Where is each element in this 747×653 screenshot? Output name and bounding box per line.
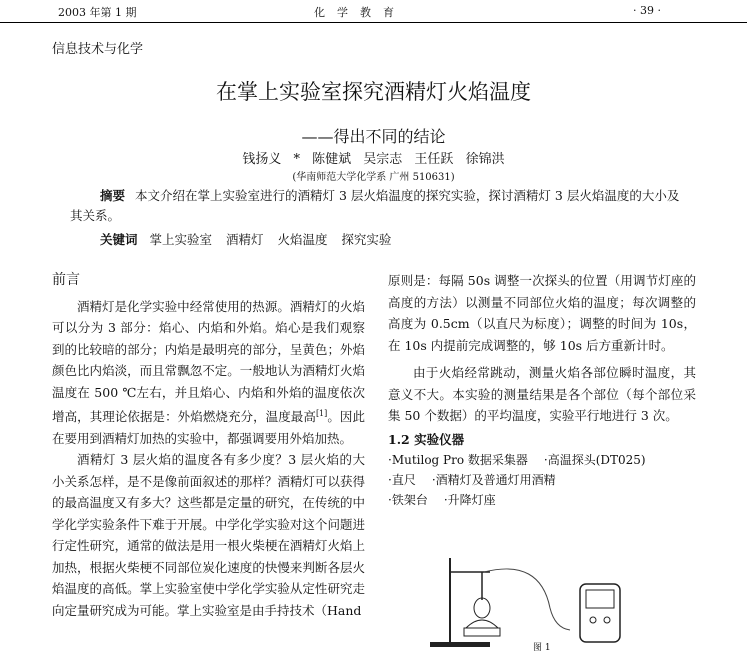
subsection-heading: 1.2 实验仪器 bbox=[388, 431, 465, 447]
equipment-item: ·铁架台 bbox=[388, 493, 428, 507]
page-number: · 39 · bbox=[633, 4, 661, 17]
intro-p1-text: 酒精灯是化学实验中经常使用的热源。酒精灯的火焰可以分为 3 部分：焰心、内焰和外焰。焰心是我们观察到的比较暗的部分；内焰是最明亮的部分，呈黄色；外焰颜色比内焰淡，而且常飘忽不定。一般地认为酒精灯火焰温度在 500 ℃左右，并且焰心、内焰和外焰的温度依次增高，其理论依据是：外焰燃烧充分，温度最高 bbox=[52, 298, 365, 425]
intro-paragraph-1 bbox=[52, 296, 365, 450]
probe-cable bbox=[484, 569, 570, 630]
affiliation: (华南师范大学化学系 广州 510631) bbox=[292, 172, 455, 183]
logger-screen bbox=[586, 590, 614, 608]
abstract-label: 摘要 bbox=[100, 188, 126, 203]
equipment-item: ·酒精灯及普通灯用酒精 bbox=[431, 473, 556, 487]
equipment-row bbox=[388, 470, 696, 490]
apparatus-figure bbox=[420, 548, 660, 652]
keywords bbox=[100, 230, 391, 248]
equipment-item: ·直尺 bbox=[388, 473, 416, 487]
stand-base bbox=[430, 642, 490, 647]
paper-subtitle: ——得出不同的结论 bbox=[301, 127, 446, 146]
alcohol-lamp-icon bbox=[466, 620, 498, 628]
equipment-item: ·升降灯座 bbox=[443, 493, 496, 507]
abstract-text: 本文介绍在掌上实验室进行的酒精灯 3 层火焰温度的探究实验，探讨酒精灯 3 层火焰温度的大小及其关系。 bbox=[70, 188, 680, 223]
equipment-row bbox=[388, 490, 696, 510]
equipment-item: ·高温探头(DT025) bbox=[543, 453, 646, 467]
intro-p1-tail: 。因此在要用到酒精灯加热的实验中，都强调要用外焰加热。 bbox=[52, 409, 365, 446]
left-column bbox=[52, 270, 365, 621]
abstract bbox=[70, 186, 680, 226]
journal-name: 化学教育 bbox=[314, 6, 406, 19]
logger-button bbox=[604, 617, 610, 623]
figure-caption: 图 1 bbox=[533, 643, 551, 653]
flame-icon bbox=[474, 598, 490, 618]
running-header bbox=[0, 0, 747, 23]
method-paragraph: 原则是：每隔 50s 调整一次探头的位置（用调节灯座的高度的方法）以测量不同部位火焰的温度；每次调整的高度为 0.5cm（以直尺为标度）；调整的时间为 10s，在 10s 内提前完成调整的，够 10s 后方重新计时。 bbox=[388, 273, 696, 353]
equipment-list bbox=[388, 450, 696, 510]
issue-label: 2003 年第 1 期 bbox=[58, 6, 137, 19]
keywords-label: 关键词 bbox=[100, 232, 138, 247]
section-heading-intro: 前言 bbox=[52, 272, 80, 288]
right-column bbox=[388, 270, 696, 510]
keywords-text: 掌上实验室 酒精灯 火焰温度 探究实验 bbox=[149, 232, 392, 247]
paper-title: 在掌上实验室探究酒精灯火焰温度 bbox=[216, 80, 531, 104]
citation-ref: [1] bbox=[315, 409, 328, 418]
author-list: 钱扬义 * 陈健斌 吴宗志 王任跃 徐锦洪 bbox=[242, 152, 505, 167]
logger-button bbox=[590, 617, 596, 623]
equipment-item: ·Mutilog Pro 数据采集器 bbox=[388, 453, 528, 467]
lamp-stand bbox=[464, 628, 500, 636]
equipment-row bbox=[388, 450, 696, 470]
section-tag: 信息技术与化学 bbox=[52, 42, 144, 57]
result-paragraph: 由于火焰经常跳动，测量火焰各部位瞬时温度，其意义不大。本实验的测量结果是各个部位（每个部位采集 50 个数据）的平均温度，实验平行地进行 3 次。 bbox=[388, 365, 696, 423]
intro-paragraph-2: 酒精灯 3 层火焰的温度各有多少度？3 层火焰的大小关系怎样，是不是像前面叙述的那样？酒精灯可以获得的最高温度又有多大？这些都是定量的研究，在传统的中学化学实验条件下难于开展。中学化学实验对这个问题进行定性研究，通常的做法是用一根火柴梗在酒精灯火焰上加热，根据火柴梗不同部位炭化速度的快慢来判断各层火焰温度的高低。掌上实验室使中学化学实验从定性研究走向定量研究成为可能。掌上实验室是由手持技术（Hand bbox=[52, 452, 365, 618]
